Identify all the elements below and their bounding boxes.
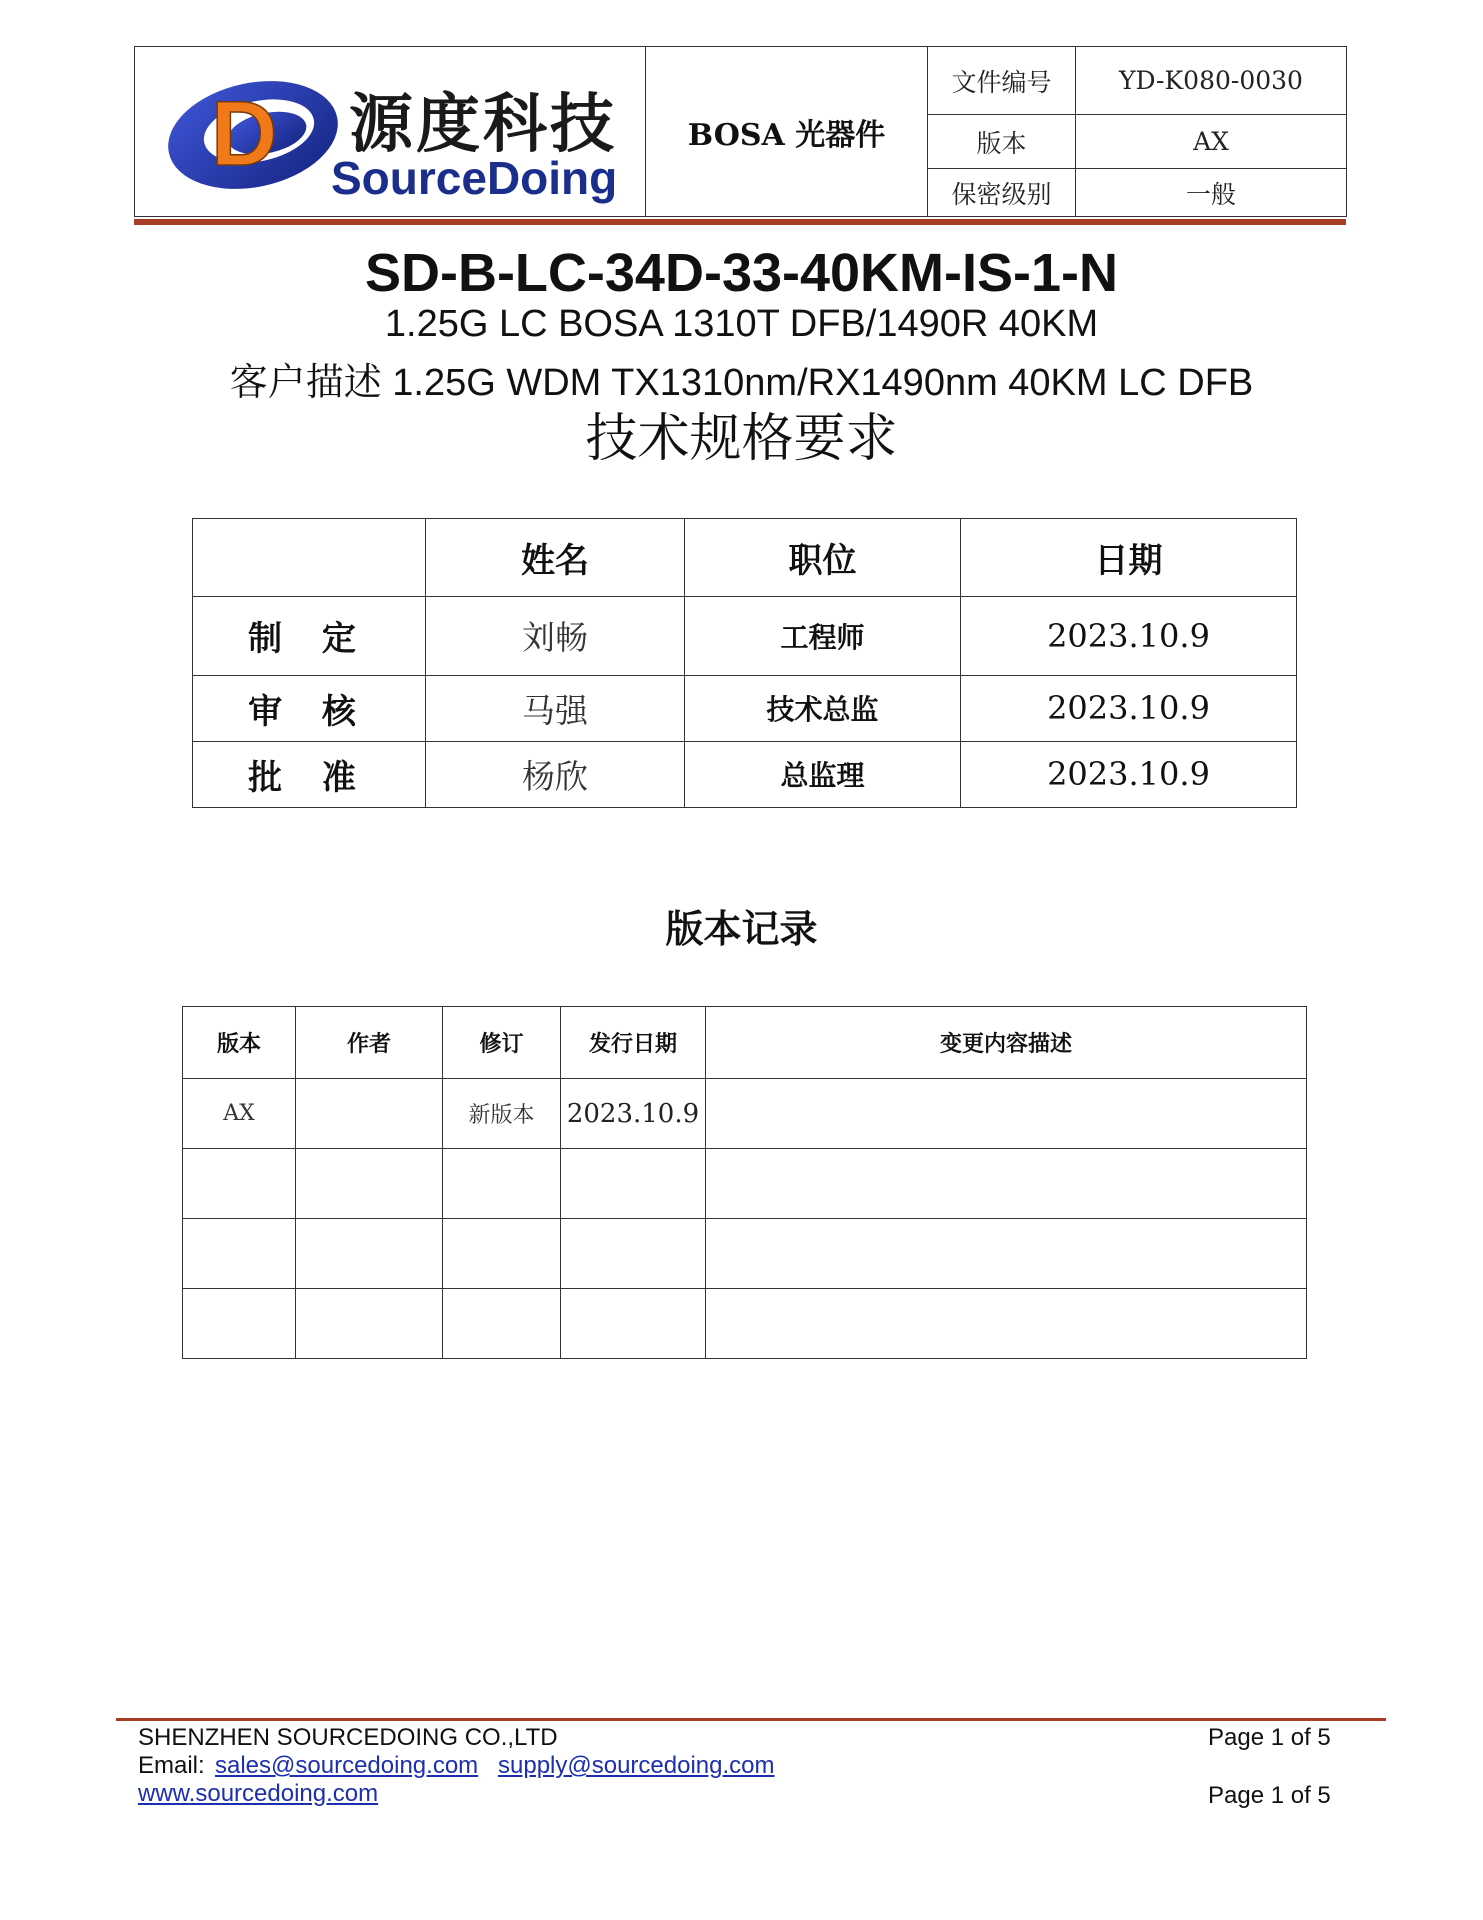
company-logo bbox=[135, 47, 645, 216]
approval-row bbox=[193, 675, 1297, 741]
product-category: BOSA 光器件 bbox=[646, 47, 928, 217]
revision-header-description: 变更内容描述 bbox=[706, 1007, 1307, 1079]
approval-row bbox=[193, 597, 1297, 675]
revision-version bbox=[183, 1289, 296, 1359]
revision-date bbox=[561, 1149, 706, 1219]
approval-name: 马强 bbox=[426, 675, 685, 741]
footer-divider bbox=[116, 1718, 1386, 1721]
approval-name: 杨欣 bbox=[426, 741, 685, 807]
approval-table bbox=[192, 518, 1297, 808]
revision-header-date: 发行日期 bbox=[561, 1007, 706, 1079]
approval-name: 刘畅 bbox=[426, 597, 685, 675]
revision-author bbox=[296, 1079, 443, 1149]
logo-cell bbox=[135, 47, 646, 217]
footer-page-number-secondary: Page 1 of 5 bbox=[1208, 1782, 1331, 1809]
revision-type bbox=[443, 1219, 561, 1289]
version-label: 版本 bbox=[928, 115, 1076, 169]
confidentiality-label: 保密级别 bbox=[928, 169, 1076, 217]
confidentiality-value: 一般 bbox=[1076, 169, 1347, 217]
approval-date: 2023.10.9 bbox=[961, 675, 1297, 741]
product-subtitle: 1.25G LC BOSA 1310T DFB/1490R 40KM bbox=[384, 303, 1099, 345]
revision-description bbox=[706, 1149, 1307, 1219]
revision-row bbox=[183, 1289, 1307, 1359]
revision-header-author: 作者 bbox=[296, 1007, 443, 1079]
svg-text:D: D bbox=[211, 83, 278, 185]
doc-number-value: YD-K080-0030 bbox=[1076, 47, 1347, 115]
approval-header-blank bbox=[193, 519, 426, 597]
spec-title: 技术规格要求 bbox=[585, 409, 898, 469]
logo-chinese-name: 源度科技 bbox=[349, 88, 617, 162]
revision-row bbox=[183, 1149, 1307, 1219]
revision-type bbox=[443, 1149, 561, 1219]
approval-role: 制 定 bbox=[193, 597, 426, 675]
revision-date bbox=[561, 1219, 706, 1289]
revision-version bbox=[183, 1149, 296, 1219]
revision-header-revision: 修订 bbox=[443, 1007, 561, 1079]
revision-author bbox=[296, 1219, 443, 1289]
logo-mark-icon bbox=[161, 69, 341, 197]
logo-english-name: SourceDoing bbox=[331, 152, 618, 204]
version-value: AX bbox=[1076, 115, 1347, 169]
revision-row bbox=[183, 1079, 1307, 1149]
revision-author bbox=[296, 1149, 443, 1219]
customer-description: 客户描述 1.25G WDM TX1310nm/RX1490nm 40KM LC DFB bbox=[229, 362, 1254, 404]
revision-version: AX bbox=[183, 1079, 296, 1149]
footer-page-number: Page 1 of 5 bbox=[1208, 1724, 1331, 1751]
revision-description bbox=[706, 1219, 1307, 1289]
revision-header-row bbox=[183, 1007, 1307, 1079]
approval-role: 审 核 bbox=[193, 675, 426, 741]
revision-table bbox=[182, 1006, 1307, 1359]
approval-position: 技术总监 bbox=[685, 675, 961, 741]
footer-company: SHENZHEN SOURCEDOING CO.,LTD bbox=[138, 1724, 558, 1751]
approval-position: 总监理 bbox=[685, 741, 961, 807]
approval-date: 2023.10.9 bbox=[961, 597, 1297, 675]
revision-description bbox=[706, 1289, 1307, 1359]
doc-number-label: 文件编号 bbox=[928, 47, 1076, 115]
approval-role: 批 准 bbox=[193, 741, 426, 807]
approval-position: 工程师 bbox=[685, 597, 961, 675]
revision-date bbox=[561, 1289, 706, 1359]
approval-header-date: 日期 bbox=[961, 519, 1297, 597]
footer-website-link[interactable]: www.sourcedoing.com bbox=[138, 1780, 379, 1807]
revision-type: 新版本 bbox=[443, 1079, 561, 1149]
document-header bbox=[134, 46, 1347, 217]
footer-email-sales-link[interactable]: sales@sourcedoing.com bbox=[215, 1752, 479, 1779]
revision-header-version: 版本 bbox=[183, 1007, 296, 1079]
revision-author bbox=[296, 1289, 443, 1359]
footer-email-supply-link[interactable]: supply@sourcedoing.com bbox=[498, 1752, 775, 1779]
footer-email-label: Email: bbox=[138, 1752, 205, 1779]
revision-version bbox=[183, 1219, 296, 1289]
part-number-title: SD-B-LC-34D-33-40KM-IS-1-N bbox=[364, 243, 1119, 303]
revision-date: 2023.10.9 bbox=[561, 1079, 706, 1149]
approval-header-position: 职位 bbox=[685, 519, 961, 597]
approval-header-row bbox=[193, 519, 1297, 597]
approval-date: 2023.10.9 bbox=[961, 741, 1297, 807]
revision-type bbox=[443, 1289, 561, 1359]
revision-row bbox=[183, 1219, 1307, 1289]
approval-row bbox=[193, 741, 1297, 807]
header-divider bbox=[134, 219, 1346, 225]
revision-description bbox=[706, 1079, 1307, 1149]
revision-history-heading: 版本记录 bbox=[665, 906, 818, 951]
approval-header-name: 姓名 bbox=[426, 519, 685, 597]
